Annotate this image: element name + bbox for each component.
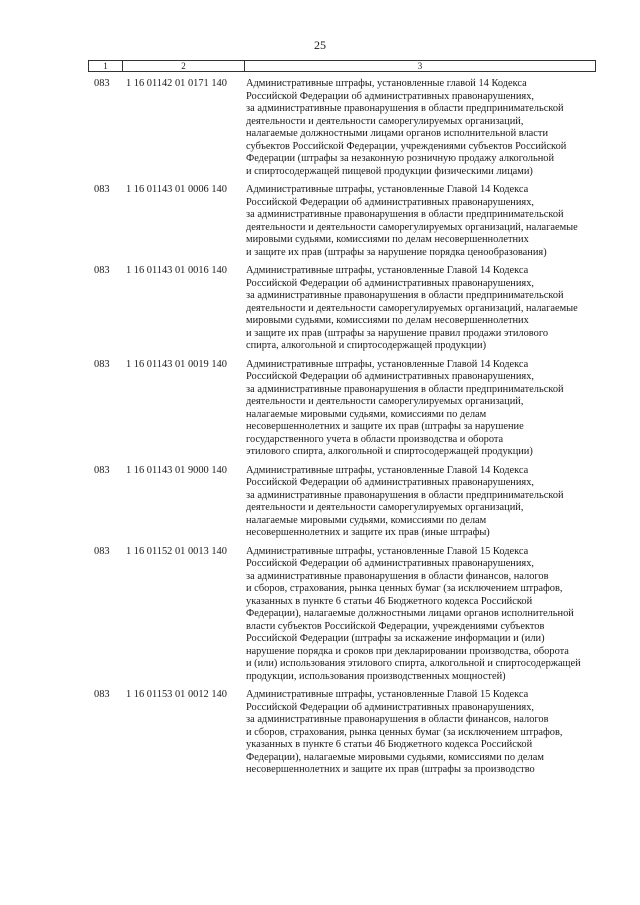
description-line: и защите их прав (штрафы за нарушение порядка ценообразования) [246, 246, 547, 258]
description-line: и спиртосодержащей пищевой продукции физическими лицами) [246, 165, 533, 177]
description-line: Административные штрафы, установленные Главой 14 Кодекса [246, 265, 529, 276]
table-row [88, 78, 596, 178]
description-line: несовершеннолетних и защите их прав (иные штрафы) [246, 527, 490, 538]
budget-code-cell: 1 16 01143 01 0016 140 [126, 265, 227, 276]
description-line: несовершеннолетних и защите их прав (штрафы за производство [246, 764, 535, 775]
description-line: Федерации (штрафы за незаконную розничную продажу алкогольной [246, 153, 555, 164]
description-line: Административные штрафы, установленные главой 14 Кодекса [246, 78, 527, 89]
description-line: и защите их прав (штрафы за нарушение правил продажи этилового [246, 327, 549, 339]
table-row [88, 265, 596, 353]
admin-code-cell: 083 [94, 689, 110, 700]
column-header-3: 3 [417, 61, 423, 71]
admin-code-cell: 083 [94, 265, 110, 276]
table-row [88, 465, 596, 540]
description-line: налагаемые мировыми судьями, комиссиями по делам [246, 514, 487, 526]
admin-code-cell: 083 [94, 358, 110, 370]
description-line: спирта, алкогольной и спиртосодержащей продукции) [246, 340, 487, 351]
description-line: указанных в пункте 6 статьи 46 Бюджетного кодекса Российской [246, 595, 533, 607]
description-line: налагаемые мировыми судьями, комиссиями по делам [246, 408, 487, 420]
table-body [88, 78, 596, 777]
column-header-1: 1 [89, 61, 123, 71]
description-line: нарушение порядка и сроков при декларировании производства, оборота [246, 645, 569, 657]
description-line: деятельности и деятельности саморегулируемых организаций, [246, 502, 524, 513]
description-line: за административные правонарушения в области финансов, налогов [246, 714, 549, 725]
description-line: деятельности и деятельности саморегулируемых организаций, налагаемые [246, 221, 578, 233]
page-number: 25 [314, 38, 326, 52]
description-line: за административные правонарушения в области предпринимательской [246, 290, 564, 301]
description-line: продукции, использования производственных мощностей) [246, 670, 506, 682]
description-line: и (или) использования этилового спирта, алкогольной и спиртосодержащей [246, 658, 581, 669]
budget-code-cell: 1 16 01152 01 0013 140 [126, 545, 227, 557]
description-line: деятельности и деятельности саморегулируемых организаций, [246, 396, 524, 407]
description-line: несовершеннолетних и защите их прав (штрафы за нарушение [246, 421, 524, 432]
description-line: деятельности и деятельности саморегулируемых организаций, [246, 115, 524, 127]
table-header [88, 60, 596, 72]
description-cell [244, 546, 596, 684]
description-line: Федерации), налагаемые мировыми судьями, комиссиями по делам [246, 751, 544, 763]
description-line: за административные правонарушения в области предпринимательской [246, 209, 564, 220]
description-line: и сборов, страхования, рынка ценных бумаг (за исключением штрафов, [246, 726, 563, 738]
description-line: мировыми судьями, комиссиями по делам несовершеннолетних [246, 315, 529, 326]
budget-code-cell: 1 16 01143 01 9000 140 [126, 464, 227, 476]
description-line: Административные штрафы, установленные Главой 14 Кодекса [246, 184, 529, 195]
admin-code-cell: 083 [94, 464, 110, 476]
description-line: налагаемые должностными лицами органов исполнительной власти [246, 128, 549, 139]
budget-code-cell: 1 16 01153 01 0012 140 [126, 689, 227, 700]
description-line: Российской Федерации об административных правонарушениях, [246, 196, 534, 208]
description-line: деятельности и деятельности саморегулируемых организаций, налагаемые [246, 302, 578, 314]
description-cell [244, 359, 596, 459]
budget-code-cell: 1 16 01143 01 0019 140 [126, 358, 227, 370]
description-line: Российской Федерации об административных правонарушениях, [246, 477, 534, 488]
description-line: и сборов, страхования, рынка ценных бумаг (за исключением штрафов, [246, 583, 563, 594]
description-line: Административные штрафы, установленные Главой 15 Кодекса [246, 545, 529, 557]
description-line: Российской Федерации об административных правонарушениях, [246, 277, 534, 289]
description-cell [244, 78, 596, 178]
budget-code-cell: 1 16 01142 01 0171 140 [126, 78, 227, 89]
admin-code-cell: 083 [94, 545, 110, 557]
table-row [88, 689, 596, 777]
description-line: Российской Федерации об административных правонарушениях, [246, 371, 534, 382]
description-cell [244, 465, 596, 540]
description-cell [244, 689, 596, 777]
table-row [88, 546, 596, 684]
description-line: государственного учета в области производства и оборота [246, 433, 504, 445]
admin-code-cell: 083 [94, 78, 110, 89]
description-line: за административные правонарушения в области финансов, налогов [246, 570, 549, 582]
description-line: Российской Федерации об административных правонарушениях, [246, 701, 534, 713]
description-line: Административные штрафы, установленные Главой 14 Кодекса [246, 358, 529, 370]
admin-code-cell: 083 [94, 184, 110, 195]
description-line: Российской Федерации (штрафы за искажение информации и (или) [246, 633, 545, 644]
description-line: Федерации), налагаемые должностными лицами органов исполнительной [246, 608, 574, 619]
description-line: за административные правонарушения в области предпринимательской [246, 383, 564, 395]
description-cell [244, 265, 596, 353]
description-line: этилового спирта, алкогольной и спиртосодержащей продукции) [246, 446, 533, 457]
description-line: указанных в пункте 6 статьи 46 Бюджетного кодекса Российской [246, 739, 533, 750]
description-line: Административные штрафы, установленные Главой 15 Кодекса [246, 689, 529, 700]
table-row [88, 359, 596, 459]
description-line: мировыми судьями, комиссиями по делам несовершеннолетних [246, 234, 529, 245]
description-cell [244, 184, 596, 259]
description-line: субъектов Российской Федерации, учреждениями субъектов Российской [246, 140, 567, 152]
description-line: за административные правонарушения в области предпринимательской [246, 103, 564, 114]
column-header-2: 2 [123, 61, 245, 71]
budget-codes-table [88, 60, 596, 777]
budget-code-cell: 1 16 01143 01 0006 140 [126, 184, 227, 195]
description-line: Российской Федерации об административных правонарушениях, [246, 558, 534, 569]
description-line: Российской Федерации об административных правонарушениях, [246, 90, 534, 102]
description-line: за административные правонарушения в области предпринимательской [246, 489, 564, 501]
table-row [88, 184, 596, 259]
description-line: Административные штрафы, установленные Главой 14 Кодекса [246, 464, 529, 476]
description-line: власти субъектов Российской Федерации, учреждениями субъектов [246, 620, 545, 632]
